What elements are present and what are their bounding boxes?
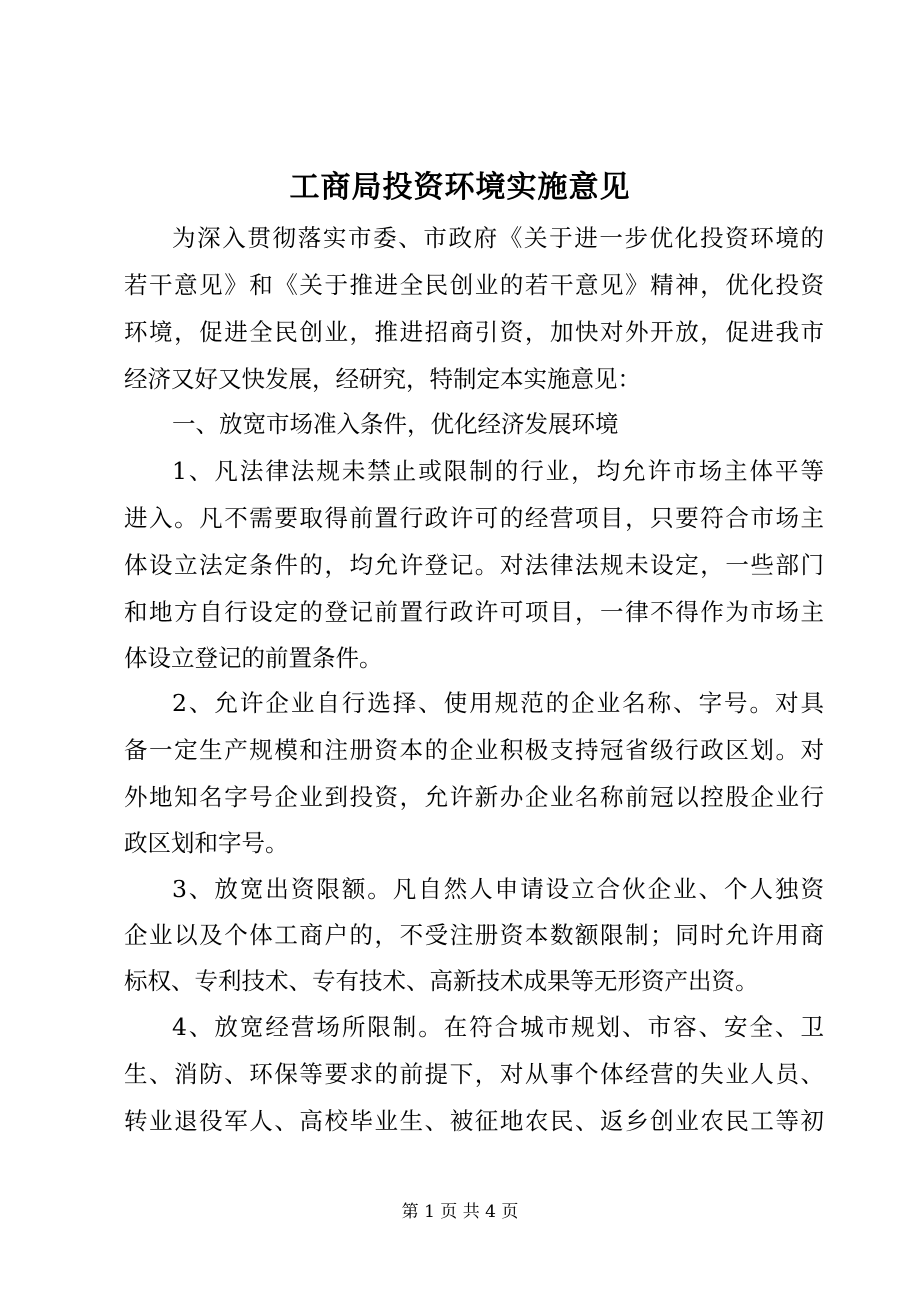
paragraph-line: 环境，促进全民创业，推进招商引资，加快对外开放，促进我市: [124, 318, 824, 346]
paragraph-line: 若干意见》和《关于推进全民创业的若干意见》精神，优化投资: [124, 271, 824, 299]
paragraph-line: 转业退役军人、高校毕业生、被征地农民、返乡创业农民工等初: [124, 1107, 824, 1135]
paragraph-line: 外地知名字号企业到投资，允许新办企业名称前冠以控股企业行: [124, 783, 824, 811]
paragraph-line: 4、放宽经营场所限制。在符合城市规划、市容、安全、卫: [172, 1013, 824, 1041]
paragraph-line: 体设立登记的前置条件。: [124, 644, 383, 672]
paragraph-line: 体设立法定条件的，均允许登记。对法律法规未设定，一些部门: [124, 551, 824, 579]
paragraph-line: 企业以及个体工商户的，不受注册资本数额限制；同时允许用商: [124, 921, 824, 949]
paragraph-line: 标权、专利技术、专有技术、高新技术成果等无形资产出资。: [124, 967, 759, 995]
paragraph-line: 为深入贯彻落实市委、市政府《关于进一步优化投资环境的: [172, 224, 824, 252]
page-number-footer: 第 1 页 共 4 页: [401, 1202, 519, 1222]
paragraph-line: 政区划和字号。: [124, 829, 289, 857]
paragraph-line: 进入。凡不需要取得前置行政许可的经营项目，只要符合市场主: [124, 504, 824, 532]
document-title: 工商局投资环境实施意见: [289, 170, 631, 205]
paragraph-line: 1、凡法律法规未禁止或限制的行业，均允许市场主体平等: [172, 457, 824, 485]
paragraph-line: 3、放宽出资限额。凡自然人申请设立合伙企业、个人独资: [172, 875, 824, 903]
paragraph-line: 生、消防、环保等要求的前提下，对从事个体经营的失业人员、: [124, 1060, 824, 1088]
paragraph-line: 和地方自行设定的登记前置行政许可项目，一律不得作为市场主: [124, 598, 824, 626]
paragraph-line: 备一定生产规模和注册资本的企业积极支持冠省级行政区划。对: [124, 736, 824, 764]
paragraph-line: 2、允许企业自行选择、使用规范的企业名称、字号。对具: [172, 689, 824, 717]
section-heading: 一、放宽市场准入条件，优化经济发展环境: [172, 410, 619, 438]
paragraph-line: 经济又好又快发展，经研究，特制定本实施意见：: [124, 365, 641, 393]
